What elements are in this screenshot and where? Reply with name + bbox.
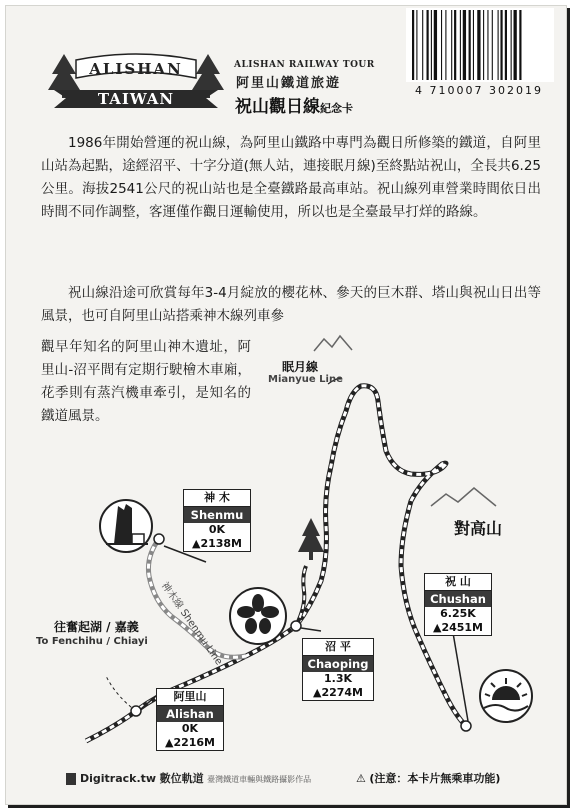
sunrise-icon	[480, 670, 532, 722]
warning-icon: ⚠	[356, 772, 366, 785]
barcode-number: 4 710007 302019	[415, 84, 543, 97]
no-ride-notice: ⚠ (注意：本卡片無乘車功能)	[356, 772, 501, 785]
card-title: 祝山觀日線紀念卡	[235, 97, 353, 117]
scenery-paragraph-continued: 觀早年知名的阿里山神木遺址，阿里山-沼平間有定期行駛檜木車廂，花季則有蒸汽機車牽引，是知名的鐵道風景。	[41, 339, 251, 424]
shenmu-line-label: 神木線 Shenmu Line	[158, 580, 225, 668]
shenmu-station-node	[154, 534, 164, 544]
station-alishan: 阿里山 Alishan 0K ▲2216M	[156, 688, 224, 751]
duigaoshan-label: 對高山	[454, 519, 503, 538]
cherry-blossom-icon	[230, 588, 286, 644]
to-fenchihu-label-zh: 往奮起湖 / 嘉義	[54, 620, 139, 634]
publisher-brand: Digitrack.tw 數位軌道 臺灣鐵道車輛與鐵路攝影作品	[66, 770, 311, 786]
alishan-station-node	[131, 706, 141, 716]
pine-tree-icon	[298, 518, 324, 560]
commemorative-card	[5, 5, 567, 805]
sacred-tree-icon	[100, 500, 152, 552]
mountain-icon	[314, 336, 352, 351]
svg-text:ALISHAN: ALISHAN	[89, 60, 183, 78]
mianyue-line-label-en: Mianyue Line	[268, 374, 343, 385]
chushan-station-node	[461, 721, 471, 731]
mountain-icon	[431, 488, 496, 506]
chaoping-station-node	[291, 621, 301, 631]
train-icon	[66, 773, 76, 785]
intro-paragraph: 1986年開始營運的祝山線，為阿里山鐵路中專門為觀日所修築的鐵道，自阿里山站為起點，途經沼平、十字分道(無人站，連接眠月線)至終點站祝山，全長共6.25公里。海拔2541公尺的祝山站也是全臺鐵路最高車站。祝山線列車營業時間依日出時間不同作調整，客運僅作觀日運輸使用，所以也是全臺最早打烊的路線。	[41, 135, 541, 220]
route-map	[6, 6, 566, 804]
to-fenchihu-label-en: To Fenchihu / Chiayi	[36, 636, 148, 647]
svg-text:TAIWAN: TAIWAN	[97, 90, 175, 108]
scenery-paragraph: 祝山線沿途可欣賞每年3-4月綻放的櫻花林、參天的巨木群、塔山與祝山日出等風景，也可自阿里山站搭乘神木線列車參	[41, 285, 541, 324]
station-shenmu: 神 木 Shenmu 0K ▲2138M	[183, 489, 251, 552]
subtitle-zh: 阿里山鐵道旅遊	[236, 76, 342, 91]
mianyue-line-label-zh: 眠月線	[282, 360, 319, 374]
station-chaoping: 沼 平 Chaoping 1.3K ▲2274M	[302, 638, 374, 701]
subtitle-en: ALISHAN RAILWAY TOUR	[234, 60, 375, 70]
station-chushan: 祝 山 Chushan 6.25K ▲2451M	[424, 573, 492, 636]
